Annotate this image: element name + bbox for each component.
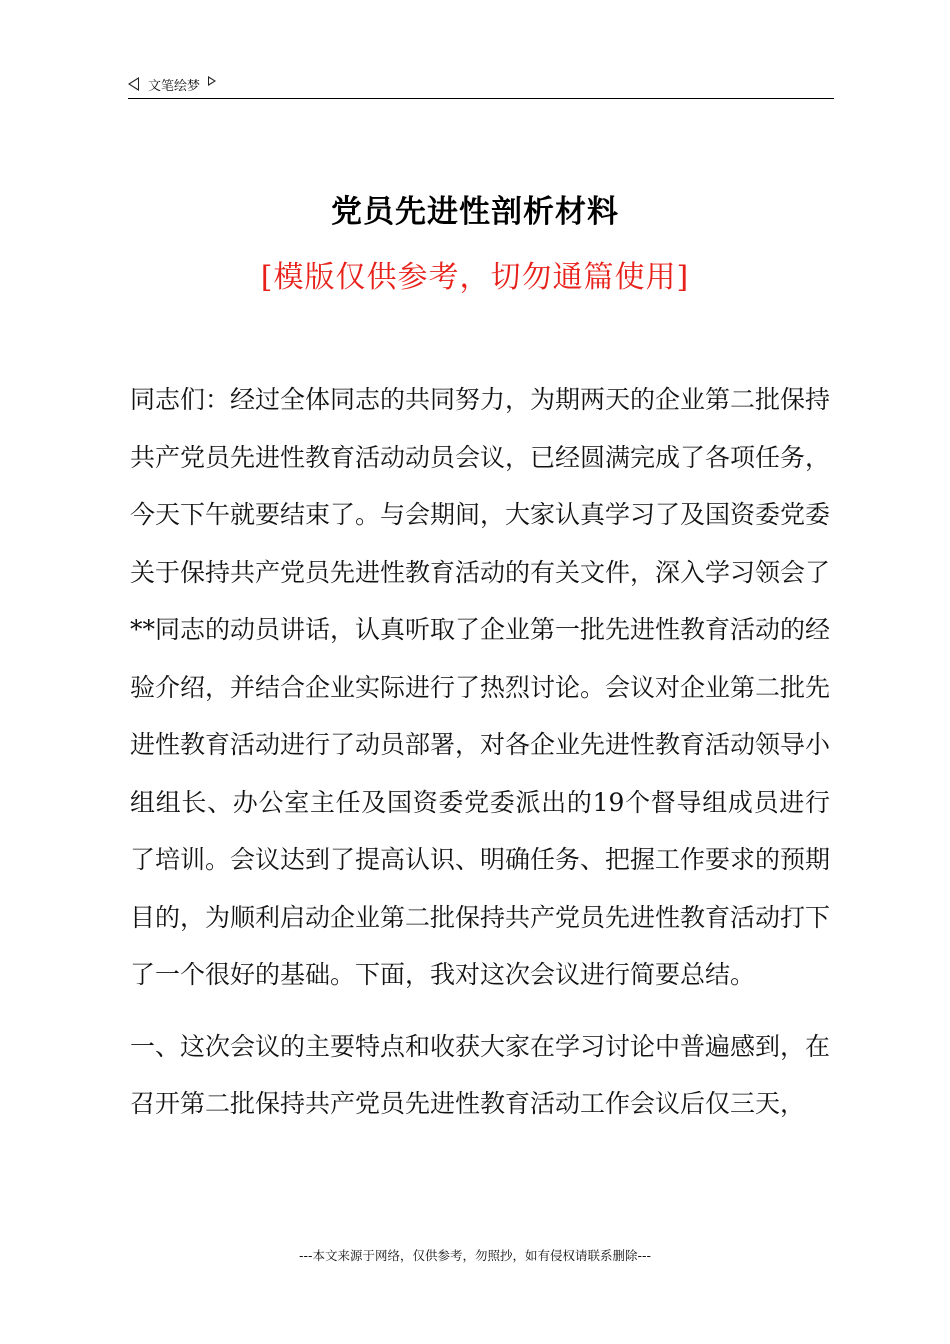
document-subtitle: [模版仅供参考，切勿通篇使用] (260, 260, 690, 295)
document-body (130, 371, 830, 1133)
header-brand-text: 文笔绘梦 (148, 78, 201, 94)
footer-disclaimer: ---本文来源于网络，仅供参考，勿照抄，如有侵权请联系删除--- (298, 1248, 652, 1263)
body-paragraph-1: 同志们：经过全体同志的共同努力，为期两天的企业第二批保持共产党员先进性教育活动动员会议，已经圆满完成了各项任务，今天下午就要结束了。与会期间，大家认真学习了及国资委党委关于保持共产党员先进性教育活动的有关文件，深入学习领会了**同志的动员讲话，认真听取了企业第一批先进性教育活动的经验介绍，并结合企业实际进行了热烈讨论。会议对企业第二批先进性教育活动进行了动员部署，对各企业先进性教育活动领导小组组长、办公室主任及国资委党委派出的19个督导组成员进行了培训。会议达到了提高认识、明确任务、把握工作要求的预期目的，为顺利启动企业第二批保持共产党员先进性教育活动打下了一个很好的基础。下面，我对这次会议进行简要总结。 (130, 385, 831, 989)
triangle-right-icon (208, 76, 216, 86)
triangle-left-icon (128, 77, 139, 91)
page-header (128, 74, 834, 99)
header-brand-group (128, 74, 216, 94)
body-paragraph-2: 一、这次会议的主要特点和收获大家在学习讨论中普遍感到，在召开第二批保持共产党员先进性教育活动工作会议后仅三天， (130, 1031, 831, 1118)
document-title: 党员先进性剖析材料 (331, 194, 619, 230)
